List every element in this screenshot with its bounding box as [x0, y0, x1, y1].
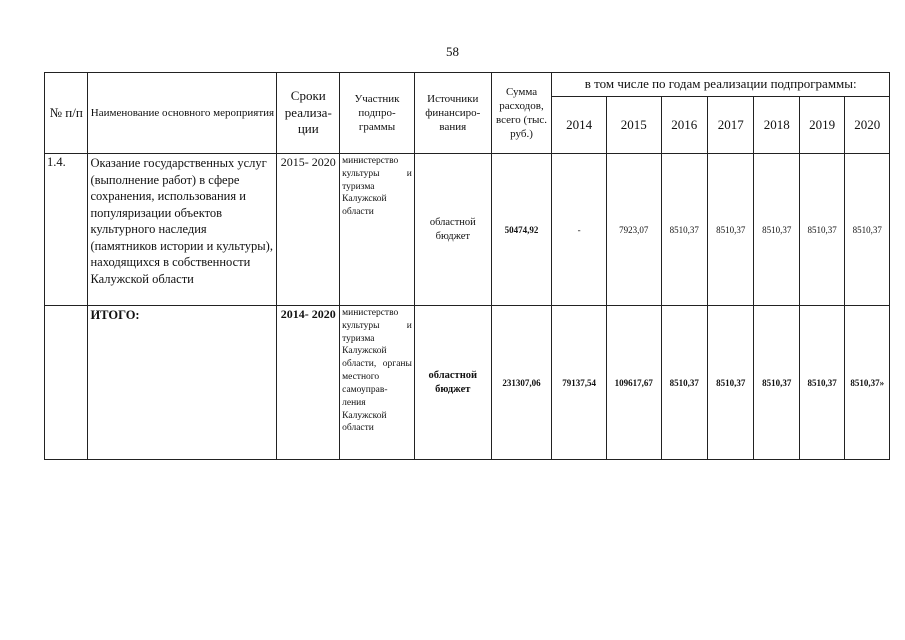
row-name: ИТОГО:	[88, 306, 277, 460]
row-participant: министерство культуры и туризма Калужской области	[340, 154, 415, 306]
row-value-2018: 8510,37	[754, 154, 799, 306]
col-header-sources: Источники финансиро- вания	[414, 73, 491, 154]
row-value-2015: 7923,07	[606, 154, 661, 306]
table-row	[45, 154, 890, 306]
col-header-total: Сумма расходов, всего (тыс. руб.)	[491, 73, 552, 154]
row-value-2017: 8510,37	[707, 306, 753, 460]
row-number: 1.4.	[45, 154, 88, 306]
col-header-years-caption: в том числе по годам реализации подпрограммы:	[552, 73, 890, 97]
row-value-2014: -	[552, 154, 607, 306]
subprogram-table	[44, 72, 890, 460]
row-total: 231307,06	[491, 306, 552, 460]
row-value-2016: 8510,37	[661, 154, 707, 306]
row-value-2017: 8510,37	[707, 154, 753, 306]
row-source: областной бюджет	[414, 154, 491, 306]
year-header: 2016	[661, 97, 707, 154]
header-row-1	[45, 73, 890, 97]
row-period: 2015- 2020	[277, 154, 340, 306]
year-header: 2018	[754, 97, 799, 154]
row-value-2014: 79137,54	[552, 306, 607, 460]
row-value-2020: 8510,37»	[845, 306, 890, 460]
year-header: 2017	[707, 97, 753, 154]
col-header-period: Сроки реализа- ции	[277, 73, 340, 154]
row-name: Оказание государственных услуг (выполнение работ) в сфере сохранения, использования и популяризации объектов культурного наследия (памятников истории и культуры), находящихся в собственности Калужской области	[88, 154, 277, 306]
col-header-participant: Участник подпро- граммы	[340, 73, 415, 154]
row-value-2015: 109617,67	[606, 306, 661, 460]
row-value-2016: 8510,37	[661, 306, 707, 460]
row-value-2018: 8510,37	[754, 306, 799, 460]
year-header: 2015	[606, 97, 661, 154]
row-source: областной бюджет	[414, 306, 491, 460]
row-total: 50474,92	[491, 154, 552, 306]
year-header: 2020	[845, 97, 890, 154]
year-header: 2019	[799, 97, 844, 154]
row-number	[45, 306, 88, 460]
table-row-total	[45, 306, 890, 460]
row-value-2019: 8510,37	[799, 306, 844, 460]
row-value-2019: 8510,37	[799, 154, 844, 306]
row-participant: министерство культуры и туризма Калужской области, органы местного самоуправ- ления Калужской области	[340, 306, 415, 460]
col-header-name: Наименование основного мероприятия	[88, 73, 277, 154]
row-value-2020: 8510,37	[845, 154, 890, 306]
page-number: 58	[446, 44, 459, 59]
year-header: 2014	[552, 97, 607, 154]
row-period: 2014- 2020	[277, 306, 340, 460]
col-header-num: № п/п	[45, 73, 88, 154]
